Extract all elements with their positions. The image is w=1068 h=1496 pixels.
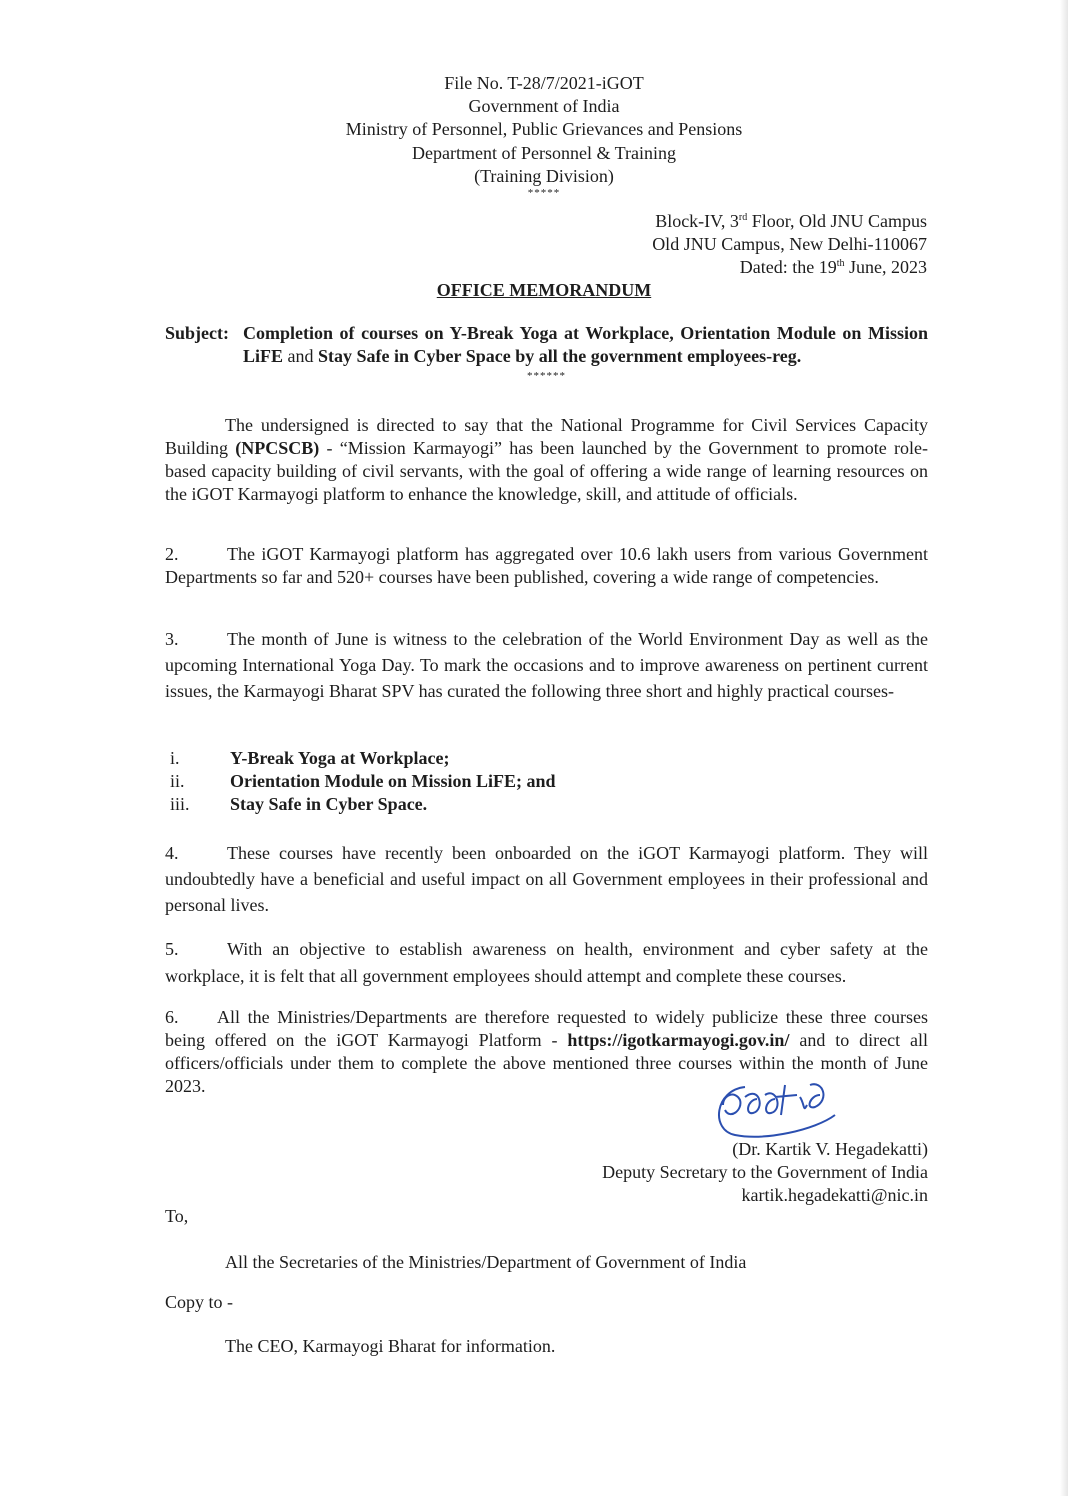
course-number: ii.: [170, 771, 185, 791]
address-sup: rd: [738, 212, 748, 223]
subject-plain: and: [283, 346, 319, 366]
file-number: File No. T-28/7/2021-iGOT: [444, 73, 644, 93]
address-block: [652, 210, 927, 279]
p6-text: All the Ministries/Departments are therefore requested to widely publicize these three courses being offered on the iGOT Karmayogi Platform -: [165, 1007, 928, 1050]
copy-recipient: The CEO, Karmayogi Bharat for information.: [225, 1336, 556, 1356]
course-name: Stay Safe in Cyber Space.: [230, 794, 428, 814]
paragraph-4: [165, 840, 928, 918]
address-text: Floor, Old JNU Campus: [747, 211, 927, 231]
address-text: Block-IV, 3: [655, 211, 739, 231]
separator-stars: *****: [527, 187, 561, 200]
p5-text: With an objective to establish awareness on health, environment and cyber safety at the workplace, it is felt that all government employees should attempt and complete these courses.: [165, 939, 928, 986]
signature-block: [602, 1138, 928, 1207]
p4-number: 4.: [165, 843, 179, 863]
subject-stars: ******: [527, 370, 566, 382]
signatory-name: (Dr. Kartik V. Hegadekatti): [732, 1139, 928, 1159]
to-recipients: All the Secretaries of the Ministries/Department of Government of India: [225, 1252, 747, 1272]
date-text: June, 2023: [844, 257, 927, 277]
course-item: [165, 747, 556, 770]
address-line-1: [652, 210, 927, 233]
p3-number: 3.: [165, 629, 179, 649]
date-text: Dated: the 19: [739, 257, 837, 277]
division-name: (Training Division): [474, 165, 614, 186]
p3-text: The month of June is witness to the celebration of the World Environment Day as well as the upcoming International Yoga Day. To mark the occasions and to improve awareness on pertinent current issues, the Karmayogi Bharat SPV has curated the following three short and highly practical courses-: [165, 629, 928, 701]
government-name: Government of India: [468, 96, 620, 117]
subject-text: [243, 322, 928, 368]
copy-label: Copy to -: [165, 1292, 234, 1312]
page-edge-shadow: [1060, 0, 1068, 1496]
course-item: [165, 770, 556, 793]
paragraph-2: [165, 543, 928, 589]
date-sup: th: [836, 258, 845, 269]
platform-link[interactable]: https://igotkarmayogi.gov.in/: [567, 1030, 790, 1050]
p2-number: 2.: [165, 544, 179, 564]
subject-bold: Completion of courses on Y-Break Yoga at Workplace, Orientation Module on Mission LiFE: [243, 323, 928, 366]
address-line-2: Old JNU Campus, New Delhi-110067: [652, 234, 927, 254]
p1-text: - “Mission Karmayogi” has been launched by the Government to promote role-based capacity building of civil servants, with the goal of offering a wide range of learning resources on the iGOT Karmayogi platform to enhance the knowledge, skill, and attitude of officials.: [165, 438, 928, 504]
signatory-email[interactable]: kartik.hegadekatti@nic.in: [741, 1185, 928, 1205]
p1-bold: (NPCSCB): [235, 438, 320, 458]
p2-text: The iGOT Karmayogi platform has aggregated over 10.6 lakh users from various Government Departments so far and 520+ courses have been published, covering a wide range of competencies.: [165, 544, 928, 587]
to-label: To,: [165, 1206, 189, 1226]
date-line: [652, 256, 927, 279]
ministry-name: Ministry of Personnel, Public Grievances and Pensions: [345, 119, 743, 140]
course-number: i.: [170, 748, 180, 768]
paragraph-3: [165, 626, 928, 704]
paragraph-5: [165, 936, 928, 990]
subject-label: Subject:: [165, 323, 229, 343]
course-item: [165, 793, 556, 816]
department-name: Department of Personnel & Training: [412, 142, 676, 163]
course-list: [165, 747, 556, 816]
paragraph-1: [165, 414, 928, 506]
p6-text: and to direct all officers/officials under them to complete the above mentioned three courses within the month of June 2023.: [165, 1030, 928, 1096]
p4-text: These courses have recently been onboarded on the iGOT Karmayogi platform. They will undoubtedly have a beneficial and useful impact on all Government employees in their professional and personal lives.: [165, 843, 928, 915]
course-name: Orientation Module on Mission LiFE; and: [230, 771, 556, 791]
p6-number: 6.: [165, 1007, 179, 1027]
document-title: OFFICE MEMORANDUM: [436, 280, 652, 300]
course-name: Y-Break Yoga at Workplace;: [230, 748, 450, 768]
subject-bold: Stay Safe in Cyber Space by all the government employees-reg.: [318, 346, 802, 366]
signatory-designation: Deputy Secretary to the Government of India: [602, 1162, 928, 1182]
p1-text: The undersigned is directed to say that the National Programme for Civil Services Capacity Building: [165, 415, 928, 458]
letterhead: [0, 72, 1068, 198]
course-number: iii.: [170, 794, 190, 814]
p5-number: 5.: [165, 939, 179, 959]
subject: [165, 322, 928, 382]
